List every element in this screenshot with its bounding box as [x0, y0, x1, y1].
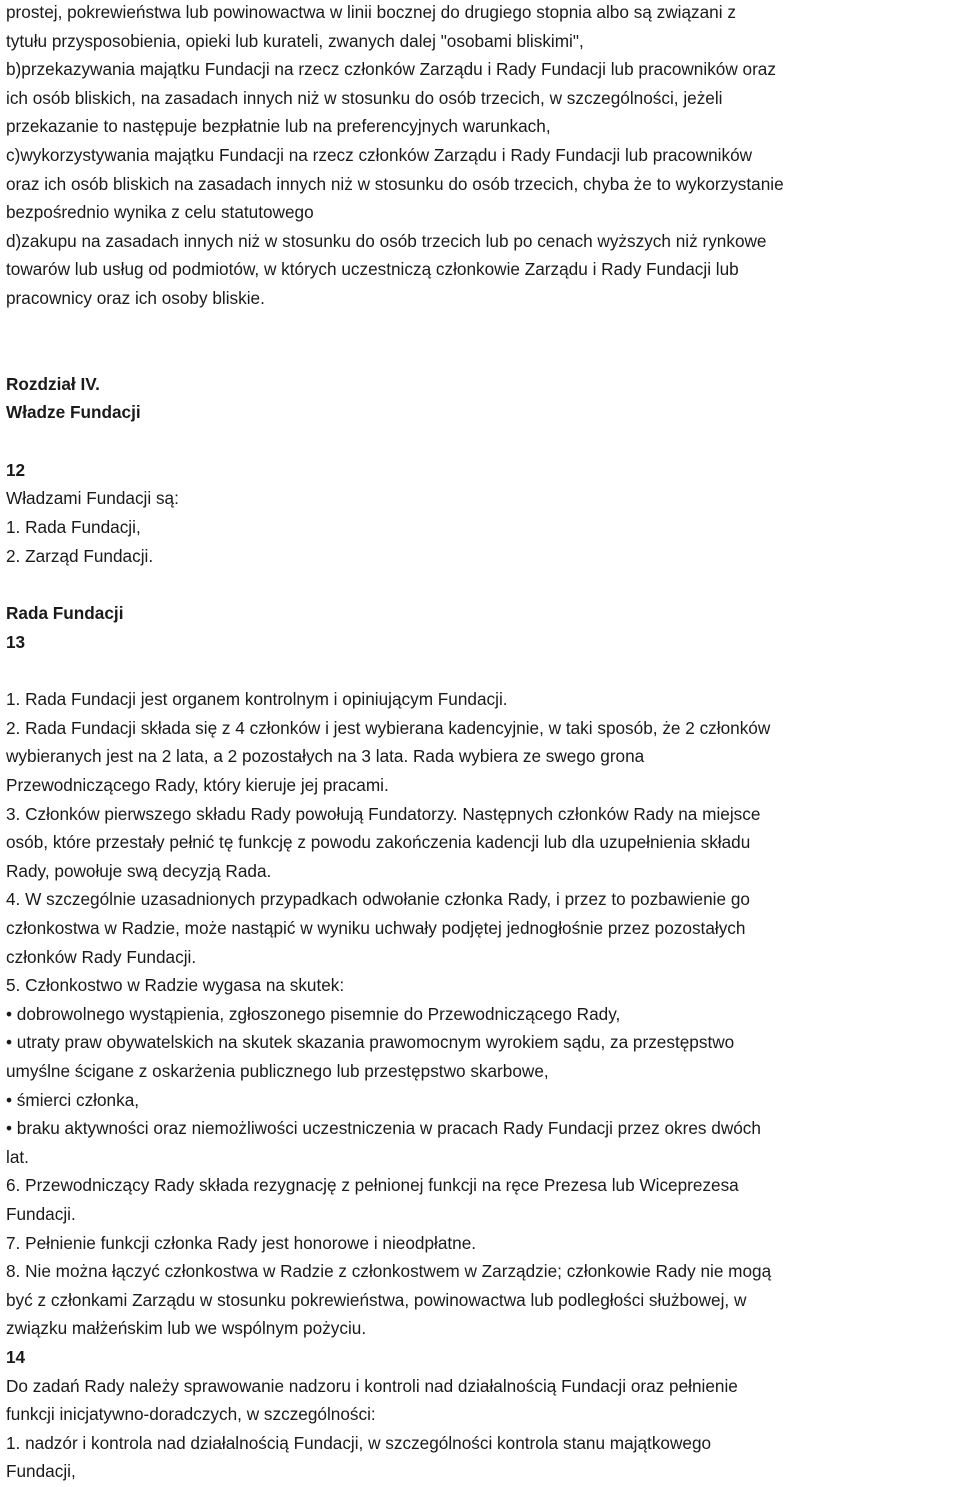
text-line: Przewodniczącego Rady, który kieruje jej pracami.	[6, 775, 389, 796]
list-item: • utraty praw obywatelskich na skutek skazania prawomocnym wyrokiem sądu, za przestępstwo	[6, 1032, 735, 1053]
text-line: przekazanie to następuje bezpłatnie lub na preferencyjnych warunkach,	[6, 116, 551, 137]
section-14-body	[6, 1372, 954, 1486]
text-line: 7. Pełnienie funkcji członka Rady jest honorowe i nieodpłatne.	[6, 1232, 477, 1253]
text-line: Do zadań Rady należy sprawowanie nadzoru i kontroli nad działalnością Fundacji oraz pełnienie	[6, 1375, 738, 1396]
text-line: tytułu przysposobienia, opieki lub kurateli, zwanych dalej "osobami bliskimi",	[6, 30, 584, 51]
text-line: 4. W szczególnie uzasadnionych przypadkach odwołanie członka Rady, i przez to pozbawienie go	[6, 889, 750, 910]
text-line: 8. Nie można łączyć członkostwa w Radzie z członkostwem w Zarządzie; członkowie Rady nie mogą	[6, 1261, 772, 1282]
text-line: Władzami Fundacji są:	[6, 488, 179, 509]
text-line: 2. Zarząd Fundacji.	[6, 545, 154, 566]
text-line: 1. Rada Fundacji jest organem kontrolnym i opiniującym Fundacji.	[6, 689, 508, 710]
chapter-title: Władze Fundacji	[6, 402, 141, 423]
spacer	[6, 570, 954, 599]
intro-paragraph	[6, 0, 954, 313]
text-line: 1. Rada Fundacji,	[6, 516, 141, 537]
text-line: 2. Rada Fundacji składa się z 4 członków i jest wybierana kadencyjnie, w taki sposób, że 2 członków	[6, 717, 771, 738]
text-line: związku małżeńskim lub we wspólnym pożyciu.	[6, 1318, 367, 1339]
text-line: 6. Przewodniczący Rady składa rezygnację z pełnionej funkcji na ręce Prezesa lub Wiceprezesa	[6, 1175, 739, 1196]
text-line: Fundacji,	[6, 1461, 76, 1482]
text-line: ich osób bliskich, na zasadach innych niż w stosunku do osób trzecich, w szczególności, jeżeli	[6, 87, 723, 108]
text-line: Rady, powołuje swą decyzją Rada.	[6, 860, 272, 881]
text-line: bezpośrednio wynika z celu statutowego	[6, 202, 314, 223]
text-line: pracownicy oraz ich osoby bliskie.	[6, 287, 265, 308]
text-line: c)wykorzystywania majątku Fundacji na rzecz członków Zarządu i Rady Fundacji lub pracowników	[6, 144, 753, 165]
text-line: oraz ich osób bliskich na zasadach innych niż w stosunku do osób trzecich, chyba że to wykorzystanie	[6, 173, 784, 194]
text-line: funkcji inicjatywno-doradczych, w szczególności:	[6, 1404, 376, 1425]
text-line: Fundacji.	[6, 1203, 76, 1224]
text-line: 3. Członków pierwszego składu Rady powołują Fundatorzy. Następnych członków Rady na miejsce	[6, 803, 761, 824]
spacer	[6, 313, 954, 370]
section-13-body	[6, 685, 954, 1343]
text-line: 5. Członkostwo w Radzie wygasa na skutek:	[6, 975, 345, 996]
spacer	[6, 427, 954, 456]
section-14-heading: 14	[6, 1346, 26, 1367]
section-12-heading: 12	[6, 459, 26, 480]
rada-title: Rada Fundacji	[6, 603, 124, 624]
text-line: b)przekazywania majątku Fundacji na rzecz członków Zarządu i Rady Fundacji lub pracowników oraz	[6, 59, 776, 80]
text-line: wybieranych jest na 2 lata, a 2 pozostałych na 3 lata. Rada wybiera ze swego grona	[6, 746, 645, 767]
text-line: być z członkami Zarządu w stosunku pokrewieństwa, powinowactwa lub podległości służbowej, w	[6, 1289, 747, 1310]
text-line: towarów lub usług od podmiotów, w których uczestniczą członkowie Zarządu i Rady Fundacji lub	[6, 259, 739, 280]
section-13-heading: 13	[6, 631, 26, 652]
list-item: • dobrowolnego wystąpienia, zgłoszonego pisemnie do Przewodniczącego Rady,	[6, 1003, 621, 1024]
list-item: • braku aktywności oraz niemożliwości uczestniczenia w pracach Rady Fundacji przez okres dwóch	[6, 1118, 761, 1139]
text-line: osób, które przestały pełnić tę funkcję z powodu zakończenia kadencji lub dla uzupełnienia składu	[6, 832, 751, 853]
text-line: d)zakupu na zasadach innych niż w stosunku do osób trzecich lub po cenach wyższych niż rynkowe	[6, 230, 767, 251]
chapter-number: Rozdział IV.	[6, 373, 100, 394]
text-line: prostej, pokrewieństwa lub powinowactwa w linii bocznej do drugiego stopnia albo są związani z	[6, 2, 736, 22]
text-line: umyślne ścigane z oskarżenia publicznego lub przestępstwo skarbowe,	[6, 1061, 549, 1081]
spacer	[6, 656, 954, 685]
text-line: 1. nadzór i kontrola nad działalnością Fundacji, w szczególności kontrola stanu majątkowego	[6, 1432, 712, 1453]
text-line: członkostwa w Radzie, może nastąpić w wyniku uchwały podjętej jednogłośnie przez pozostałych	[6, 918, 746, 939]
text-line: członków Rady Fundacji.	[6, 946, 197, 967]
list-item: • śmierci członka,	[6, 1089, 140, 1110]
text-line: lat.	[6, 1146, 29, 1167]
